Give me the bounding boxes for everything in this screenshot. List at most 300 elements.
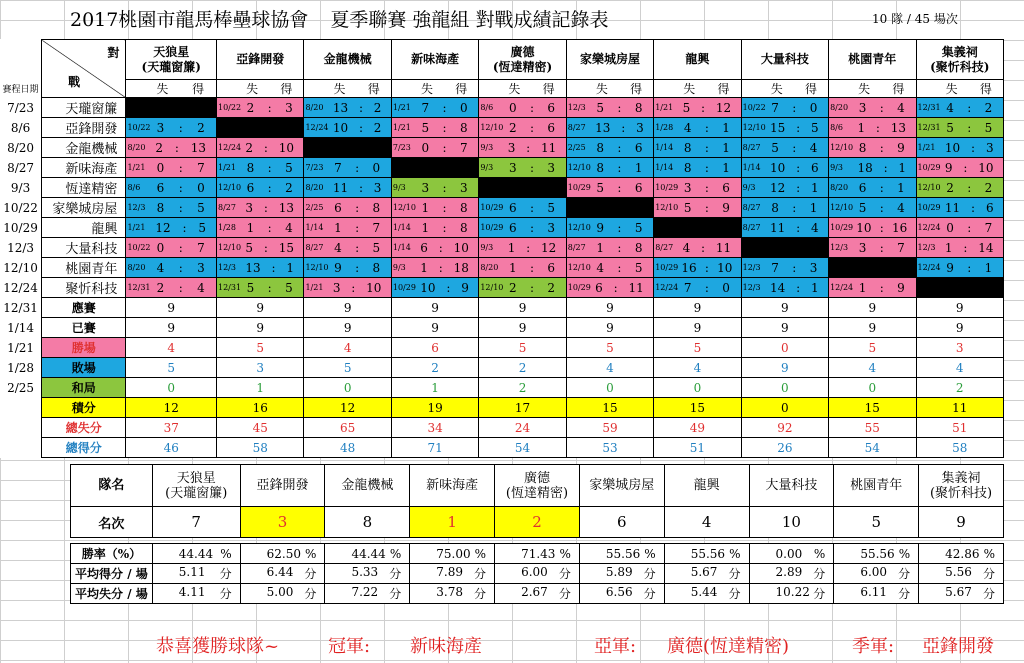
stat-value: 9: [741, 358, 828, 378]
runs-against: 4: [946, 100, 954, 115]
runs-for: 13: [890, 120, 907, 135]
score-separator: :: [879, 180, 884, 195]
runs-against: 10: [332, 120, 349, 135]
match-date: 12/10: [480, 123, 504, 132]
match-result-cell: [217, 238, 304, 258]
score-separator: :: [704, 180, 709, 195]
rate-number: 6.56: [605, 585, 633, 599]
match-result-cell: [304, 158, 391, 178]
runs-against: 2: [245, 140, 254, 155]
schedule-date: [0, 438, 42, 458]
score-separator: :: [617, 140, 622, 155]
rank-team-name: 大量科技: [749, 465, 834, 507]
match-date: 9/3: [392, 183, 406, 192]
runs-against: 5: [946, 120, 954, 135]
rate-number: 5.00: [266, 585, 294, 599]
match-result-cell: [654, 258, 741, 278]
rank-team-name: 亞鋒開發: [240, 465, 325, 507]
stat-value: 55: [829, 418, 916, 438]
schedule-date: [0, 418, 42, 438]
self-match-cell: [916, 278, 1004, 298]
runs-for: 6: [634, 180, 643, 195]
rate-number: 5.67: [945, 585, 972, 599]
stat-value: 5: [566, 338, 653, 358]
team-name: 廣德: [510, 44, 535, 59]
match-result-cell: [741, 258, 828, 278]
lose-label: 失: [333, 82, 346, 96]
stat-value: 58: [217, 438, 304, 458]
rate-unit: 分: [474, 587, 487, 601]
stat-value: 5: [479, 338, 566, 358]
rate-number: 6.44: [266, 565, 294, 579]
match-result-cell: [829, 278, 916, 298]
team-header: [304, 40, 391, 80]
self-match-cell: [566, 198, 653, 218]
runs-for: 6: [722, 180, 730, 195]
match-date: 12/3: [830, 243, 849, 252]
runs-against: 8: [858, 140, 867, 155]
match-result-cell: [916, 258, 1004, 278]
schedule-date: [0, 398, 42, 418]
score-separator: :: [967, 220, 972, 235]
runs-for: 3: [547, 220, 556, 235]
score-separator: :: [796, 120, 801, 135]
rate-unit: 分: [558, 567, 571, 581]
match-result-cell: [391, 118, 478, 138]
score-separator: :: [879, 200, 884, 215]
runs-against: 1: [944, 240, 953, 255]
runs-for: 2: [373, 100, 382, 115]
team-name: 龍興: [685, 52, 710, 66]
score-separator: :: [967, 100, 972, 115]
stat-value: 0: [654, 378, 741, 398]
runs-for: 5: [285, 160, 293, 175]
runs-against: 6: [334, 200, 342, 215]
score-separator: :: [796, 160, 801, 175]
score-separator: :: [178, 240, 183, 255]
runs-for: 7: [197, 160, 205, 175]
rate-number: 4.11: [178, 585, 206, 599]
match-date: 12/10: [392, 203, 416, 212]
stat-row: [0, 358, 1004, 378]
win-label: 得: [979, 82, 992, 96]
runs-against: 3: [683, 180, 692, 195]
match-date: 10/29: [567, 183, 591, 192]
self-match-cell: [304, 138, 391, 158]
team-row: [0, 98, 1004, 118]
schedule-date: 12/3: [0, 238, 42, 258]
stat-value: 71: [391, 438, 478, 458]
stat-row: [0, 398, 1004, 418]
stat-value: 2: [391, 358, 478, 378]
runs-for: 13: [278, 200, 294, 215]
team-name: 大量科技: [760, 52, 809, 66]
rate-unit: %: [813, 546, 826, 561]
stat-value: 59: [566, 418, 653, 438]
runs-for: 13: [190, 140, 207, 155]
score-separator: :: [617, 100, 622, 115]
schedule-date: 12/24: [0, 278, 42, 298]
score-separator: :: [529, 120, 535, 135]
match-result-cell: [217, 258, 304, 278]
match-result-cell: [829, 238, 916, 258]
stat-value: 9: [654, 318, 741, 338]
runs-for: 7: [984, 220, 993, 235]
stat-value: 9: [217, 318, 304, 338]
match-date: 12/10: [655, 203, 679, 212]
schedule-date: 10/22: [0, 198, 42, 218]
stat-value: 4: [654, 358, 741, 378]
rate-number: 62.50: [266, 546, 301, 561]
runs-against: 11: [944, 200, 961, 215]
rate-label: 勝率（%）: [71, 544, 153, 564]
runs-for: 0: [722, 280, 730, 295]
match-date: 12/24: [830, 283, 854, 292]
stat-value: 9: [304, 298, 391, 318]
rate-unit: 分: [643, 567, 656, 581]
team-header: [391, 40, 478, 80]
team-name: 金龍機械: [323, 52, 372, 66]
score-separator: :: [792, 200, 797, 215]
rate-number: 55.56: [690, 546, 726, 561]
corner-cell: [42, 40, 126, 98]
stat-row: [0, 418, 1004, 438]
runs-against: 1: [596, 240, 605, 255]
runs-against: 1: [420, 260, 428, 275]
runs-against: 9: [946, 260, 954, 275]
rate-unit: 分: [389, 567, 402, 581]
match-result-cell: [217, 178, 304, 198]
match-date: 8/20: [127, 143, 146, 152]
match-date: 12/10: [567, 263, 591, 272]
score-separator: :: [529, 220, 535, 235]
score-separator: :: [267, 100, 272, 115]
score-separator: :: [792, 100, 797, 115]
score-separator: :: [879, 280, 884, 295]
team-row: [0, 278, 1004, 298]
match-result-cell: [217, 138, 304, 158]
score-separator: :: [879, 220, 884, 235]
stat-row: [0, 438, 1004, 458]
match-date: 12/3: [742, 283, 761, 292]
stat-value: 0: [741, 378, 828, 398]
match-result-cell: [479, 138, 566, 158]
row-team-name: 聚忻科技: [42, 278, 126, 298]
rates-table: [70, 543, 1004, 604]
stat-value: 4: [916, 358, 1004, 378]
match-date: 12/3: [917, 243, 936, 252]
date-column-label: 賽程日期: [0, 80, 42, 98]
runs-for: 2: [373, 120, 382, 135]
score-separator: :: [355, 220, 360, 235]
match-result-cell: [126, 198, 217, 218]
rate-row: [71, 584, 1004, 604]
team-row: [0, 258, 1004, 278]
runs-against: 18: [857, 160, 873, 175]
runs-for: 1: [810, 280, 819, 295]
rate-unit: 分: [474, 567, 487, 581]
title-association: 2017桃園市龍馬棒壘球協會: [70, 9, 309, 31]
team-place: 1: [410, 507, 495, 538]
stat-label: 積分: [42, 398, 126, 418]
rate-value: [749, 584, 834, 604]
rate-number: 6.11: [860, 585, 888, 599]
runs-against: 1: [334, 220, 342, 235]
match-date: 12/10: [917, 183, 941, 192]
stat-value: 24: [479, 418, 566, 438]
match-date: 9/3: [742, 183, 756, 192]
runs-against: 14: [770, 280, 786, 295]
stat-row: [0, 318, 1004, 338]
match-date: 1/21: [392, 103, 411, 112]
stat-value: 45: [217, 418, 304, 438]
runs-for: 3: [285, 100, 293, 115]
self-match-cell: [829, 258, 916, 278]
rate-number: 5.89: [605, 565, 633, 579]
match-date: 8/27: [218, 203, 236, 212]
runs-for: 10: [978, 160, 994, 175]
score-separator: :: [617, 180, 622, 195]
rate-number: 2.89: [775, 565, 803, 579]
runs-for: 1: [722, 120, 730, 135]
score-separator: :: [879, 240, 884, 255]
runs-for: 8: [372, 260, 381, 275]
rate-value: [579, 544, 664, 564]
row-team-name: 桃園青年: [42, 258, 126, 278]
runs-against: 2: [508, 280, 517, 295]
runs-for: 6: [634, 140, 643, 155]
match-date: 12/3: [567, 103, 586, 112]
runs-against: 1: [507, 240, 516, 255]
runs-against: 6: [246, 180, 255, 195]
match-result-cell: [391, 258, 478, 278]
score-separator: :: [792, 260, 797, 275]
team-place: 3: [240, 507, 325, 538]
score-separator: :: [174, 140, 179, 155]
score-subheader: [829, 80, 916, 98]
score-separator: :: [704, 140, 709, 155]
rate-unit: %: [305, 546, 317, 561]
match-date: 1/21: [218, 163, 236, 172]
stat-value: 17: [479, 398, 566, 418]
team-header: [217, 40, 304, 80]
rate-unit: 分: [304, 567, 317, 581]
runs-against: 4: [334, 240, 342, 255]
score-separator: :: [178, 120, 183, 135]
runs-against: 2: [246, 100, 255, 115]
rate-number: 44.44: [351, 546, 386, 561]
runs-against: 4: [156, 260, 165, 275]
runs-against: 3: [421, 180, 430, 195]
stat-value: 0: [741, 338, 828, 358]
match-result-cell: [741, 218, 828, 238]
team-header: [479, 40, 566, 80]
score-separator: :: [267, 160, 272, 175]
schedule-date: 8/27: [0, 158, 42, 178]
rate-value: [495, 584, 580, 604]
match-date: 10/22: [127, 123, 151, 132]
match-date: 8/6: [127, 183, 141, 192]
rate-number: 5.11: [178, 565, 206, 579]
rate-number: 42.86: [945, 546, 980, 561]
match-date: 12/10: [742, 123, 766, 132]
match-result-cell: [126, 258, 217, 278]
match-date: 10/22: [127, 243, 151, 252]
runs-against: 9: [944, 160, 953, 175]
stat-value: 9: [566, 318, 653, 338]
score-separator: :: [355, 160, 360, 175]
score-separator: :: [178, 260, 183, 275]
team-sponsor: (聚忻科技): [930, 59, 990, 74]
match-date: 12/10: [218, 183, 242, 192]
runs-for: 10: [278, 140, 294, 155]
team-name: 亞鋒開發: [236, 52, 285, 66]
match-date: 12/24: [917, 223, 941, 232]
match-result-cell: [654, 198, 741, 218]
match-result-cell: [126, 158, 217, 178]
score-separator: :: [529, 260, 535, 275]
rate-unit: 分: [219, 567, 232, 581]
score-separator: :: [967, 180, 972, 195]
match-date: 8/27: [742, 143, 761, 152]
stat-value: 3: [217, 358, 304, 378]
match-date: 10/22: [742, 103, 766, 112]
match-date: 9/3: [830, 163, 843, 172]
ranking-table: [70, 464, 1004, 538]
runs-against: 8: [683, 140, 692, 155]
score-separator: :: [967, 120, 972, 135]
runs-against: 12: [770, 180, 786, 195]
win-label: 得: [804, 82, 817, 96]
match-result-cell: [304, 238, 391, 258]
runs-against: 3: [245, 200, 254, 215]
match-result-cell: [741, 198, 828, 218]
runs-against: 7: [771, 260, 779, 275]
match-date: 12/3: [218, 263, 236, 272]
runs-for: 1: [722, 160, 730, 175]
runs-against: 3: [156, 120, 165, 135]
third-name: 亞鋒開發: [922, 636, 994, 657]
runs-for: 1: [897, 180, 905, 195]
runs-for: 4: [897, 100, 905, 115]
match-result-cell: [916, 98, 1004, 118]
rank-place-row: [71, 507, 1004, 538]
runs-for: 3: [373, 180, 382, 195]
stat-value: 9: [479, 298, 566, 318]
runs-for: 9: [722, 200, 730, 215]
rate-value: [152, 584, 240, 604]
stat-value: 0: [741, 398, 828, 418]
runs-for: 5: [634, 260, 643, 275]
team-game-count: 10 隊 / 45 場次: [872, 12, 958, 26]
rate-value: [152, 564, 240, 584]
match-result-cell: [304, 278, 391, 298]
match-result-cell: [566, 258, 653, 278]
match-date: 10/29: [392, 283, 416, 292]
rate-value: [240, 564, 325, 584]
runnerup-name: 廣德(恆達精密): [667, 636, 790, 657]
rate-unit: 分: [389, 587, 402, 601]
match-date: 8/27: [305, 243, 324, 252]
runs-against: 8: [596, 140, 605, 155]
team-header: [126, 40, 217, 80]
score-separator: :: [358, 100, 363, 115]
runs-against: 16: [681, 260, 697, 275]
match-result-cell: [479, 238, 566, 258]
match-date: 10/29: [655, 263, 679, 272]
match-result-cell: [829, 118, 916, 138]
runs-for: 8: [459, 220, 468, 235]
match-date: 9/3: [480, 143, 494, 152]
runs-against: 3: [858, 240, 867, 255]
match-result-cell: [829, 198, 916, 218]
schedule-date: 1/28: [0, 358, 42, 378]
match-date: 12/31: [127, 283, 151, 292]
rate-value: [579, 564, 664, 584]
runs-against: 1: [858, 280, 867, 295]
score-subheader: [217, 80, 304, 98]
stat-value: 0: [126, 378, 217, 398]
match-result-cell: [479, 98, 566, 118]
stat-value: 9: [741, 318, 828, 338]
lose-label: 失: [420, 82, 433, 96]
runs-for: 11: [541, 140, 557, 155]
lose-label: 失: [595, 82, 608, 96]
score-separator: :: [796, 280, 801, 295]
match-date: 12/24: [218, 143, 242, 152]
stat-value: 9: [391, 298, 478, 318]
runs-for: 3: [197, 260, 205, 275]
rate-value: [749, 544, 834, 564]
rate-number: 55.56: [860, 546, 895, 561]
runs-for: 8: [634, 100, 643, 115]
rate-number: 0.00: [775, 546, 803, 561]
row-team-name: 家樂城房屋: [42, 198, 126, 218]
row-team-name: 恆達精密: [42, 178, 126, 198]
stat-value: 4: [829, 358, 916, 378]
runs-for: 0: [809, 100, 818, 115]
runnerup-label: 亞軍:: [594, 636, 637, 657]
rank-team-name: 新味海產: [410, 465, 495, 507]
runs-for: 8: [459, 120, 468, 135]
stat-value: 65: [304, 418, 391, 438]
match-date: 8/20: [480, 263, 499, 272]
score-subheader: [654, 80, 741, 98]
runs-against: 10: [770, 160, 786, 175]
runs-for: 11: [628, 280, 644, 295]
stat-label: 總得分: [42, 438, 126, 458]
score-separator: :: [442, 140, 447, 155]
runs-against: 3: [508, 160, 517, 175]
stat-value: 54: [479, 438, 566, 458]
runs-for: 15: [278, 240, 294, 255]
match-result-cell: [217, 198, 304, 218]
match-result-cell: [126, 118, 217, 138]
stat-value: 46: [126, 438, 217, 458]
stat-value: 4: [304, 338, 391, 358]
match-result-cell: [391, 98, 478, 118]
place-label: 名次: [71, 507, 153, 538]
team-header: [916, 40, 1004, 80]
stat-value: 5: [217, 338, 304, 358]
schedule-date: 8/6: [0, 118, 42, 138]
match-date: 12/3: [742, 263, 761, 272]
match-date: 1/21: [655, 103, 674, 112]
runs-against: 10: [856, 220, 872, 235]
match-result-cell: [479, 158, 566, 178]
stat-value: 9: [217, 298, 304, 318]
schedule-date: 12/31: [0, 298, 42, 318]
